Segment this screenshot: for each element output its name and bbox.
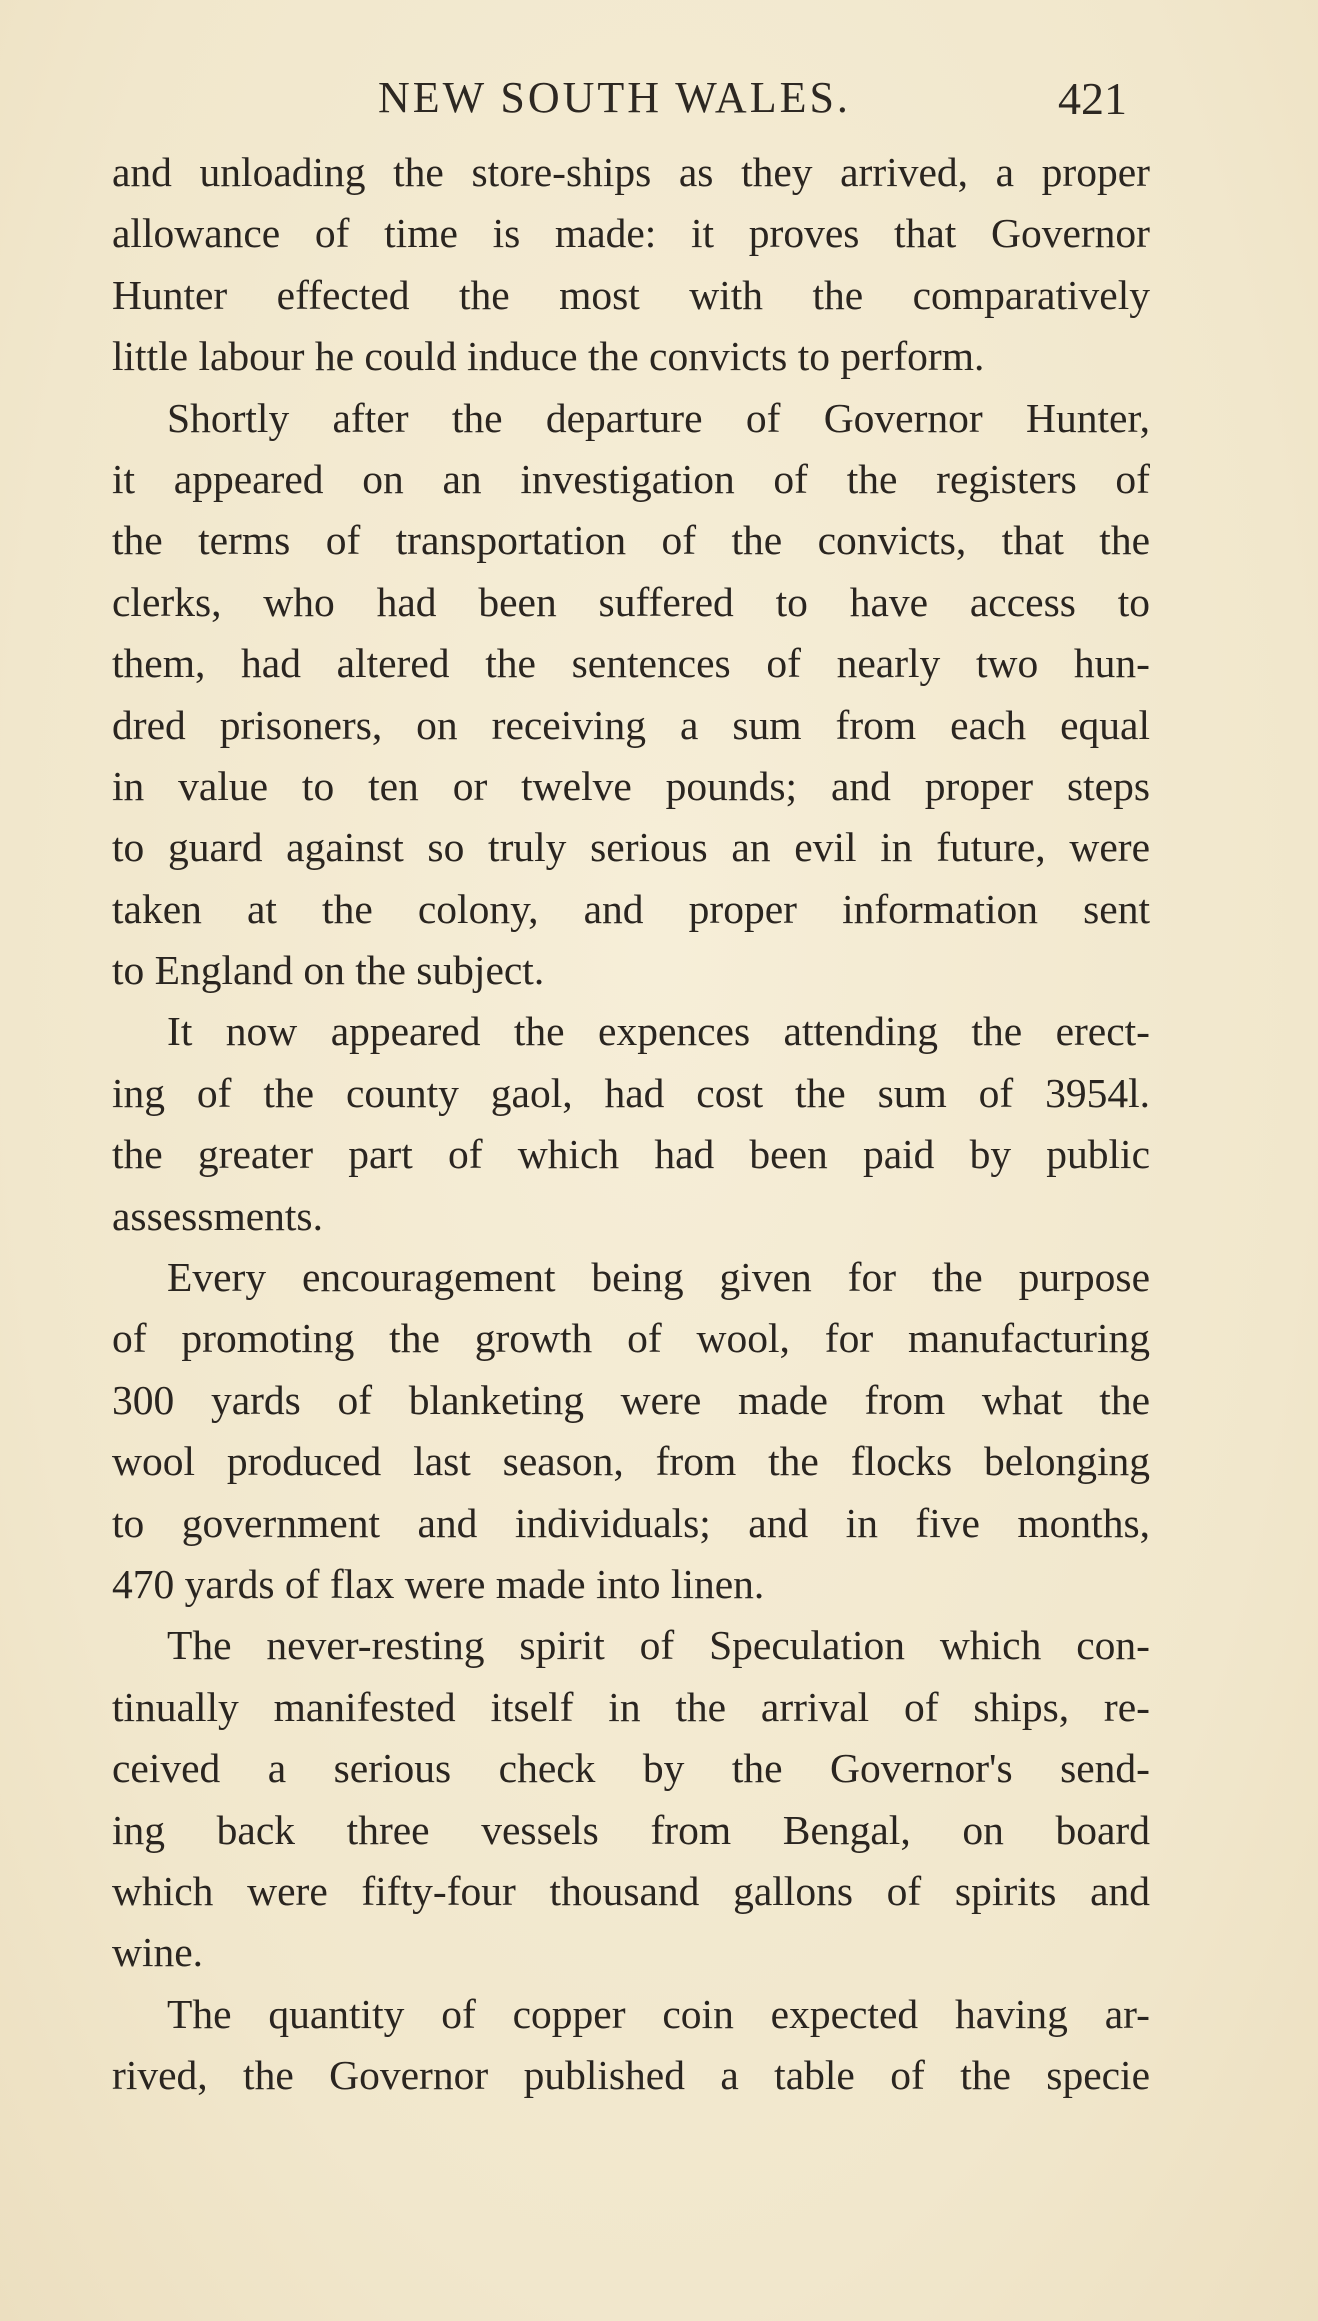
text-line: clerks, who had been suffered to have access to bbox=[112, 578, 1150, 625]
text-line: wine. bbox=[112, 1929, 204, 1976]
text-line: dred prisoners, on receiving a sum from each equal bbox=[112, 701, 1150, 748]
text-line: rived, the Governor published a table of the specie bbox=[112, 2052, 1150, 2099]
text-line: tinually manifested itself in the arrival of ships, re- bbox=[112, 1683, 1150, 1730]
running-head: NEW SOUTH WALES. bbox=[378, 73, 851, 122]
text-line: It now appeared the expences attending the erect- bbox=[167, 1008, 1150, 1055]
paragraph bbox=[112, 388, 1150, 1002]
text-line: in value to ten or twelve pounds; and proper steps bbox=[112, 762, 1150, 809]
text-line: to England on the subject. bbox=[112, 947, 545, 994]
text-line: to government and individuals; and in five months, bbox=[112, 1499, 1150, 1546]
body-text bbox=[112, 142, 1150, 2107]
text-line: The quantity of copper coin expected having ar- bbox=[167, 1990, 1150, 2037]
text-line: ceived a serious check by the Governor's send- bbox=[112, 1745, 1150, 1792]
text-line: wool produced last season, from the flocks belonging bbox=[112, 1438, 1150, 1485]
page-header bbox=[0, 72, 1318, 132]
paragraph bbox=[112, 1001, 1150, 1247]
text-line: 470 yards of flax were made into linen. bbox=[112, 1560, 765, 1607]
text-line: it appeared on an investigation of the registers of bbox=[112, 455, 1150, 502]
text-line: which were fifty-four thousand gallons of spirits and bbox=[112, 1867, 1150, 1914]
text-line: little labour he could induce the convicts to perform. bbox=[112, 333, 985, 380]
text-line: of promoting the growth of wool, for manufacturing bbox=[112, 1315, 1150, 1362]
paragraph bbox=[112, 1247, 1150, 1615]
paragraph bbox=[112, 1984, 1150, 2107]
text-line: allowance of time is made: it proves that Governor bbox=[112, 210, 1150, 257]
text-line: assessments. bbox=[112, 1192, 323, 1239]
text-line: ing back three vessels from Bengal, on board bbox=[112, 1806, 1150, 1853]
text-line: and unloading the store-ships as they arrived, a proper bbox=[112, 149, 1150, 195]
page-number: 421 bbox=[1058, 73, 1127, 124]
text-line: to guard against so truly serious an evil in future, were bbox=[112, 824, 1150, 871]
text-line: Every encouragement being given for the purpose bbox=[167, 1254, 1150, 1301]
text-line: The never-resting spirit of Speculation which con- bbox=[167, 1622, 1150, 1669]
text-line: Shortly after the departure of Governor Hunter, bbox=[167, 394, 1150, 441]
text-line: Hunter effected the most with the comparatively bbox=[112, 271, 1150, 318]
text-line: the terms of transportation of the convicts, that the bbox=[112, 517, 1150, 564]
text-line: them, had altered the sentences of nearly two hun- bbox=[112, 640, 1150, 687]
paragraph bbox=[112, 142, 1150, 388]
text-line: the greater part of which had been paid by public bbox=[112, 1131, 1150, 1178]
paragraph bbox=[112, 1615, 1150, 1983]
text-line: 300 yards of blanketing were made from what the bbox=[112, 1376, 1150, 1423]
text-line: ing of the county gaol, had cost the sum of 3954l. bbox=[112, 1069, 1150, 1116]
text-line: taken at the colony, and proper information sent bbox=[112, 885, 1150, 932]
